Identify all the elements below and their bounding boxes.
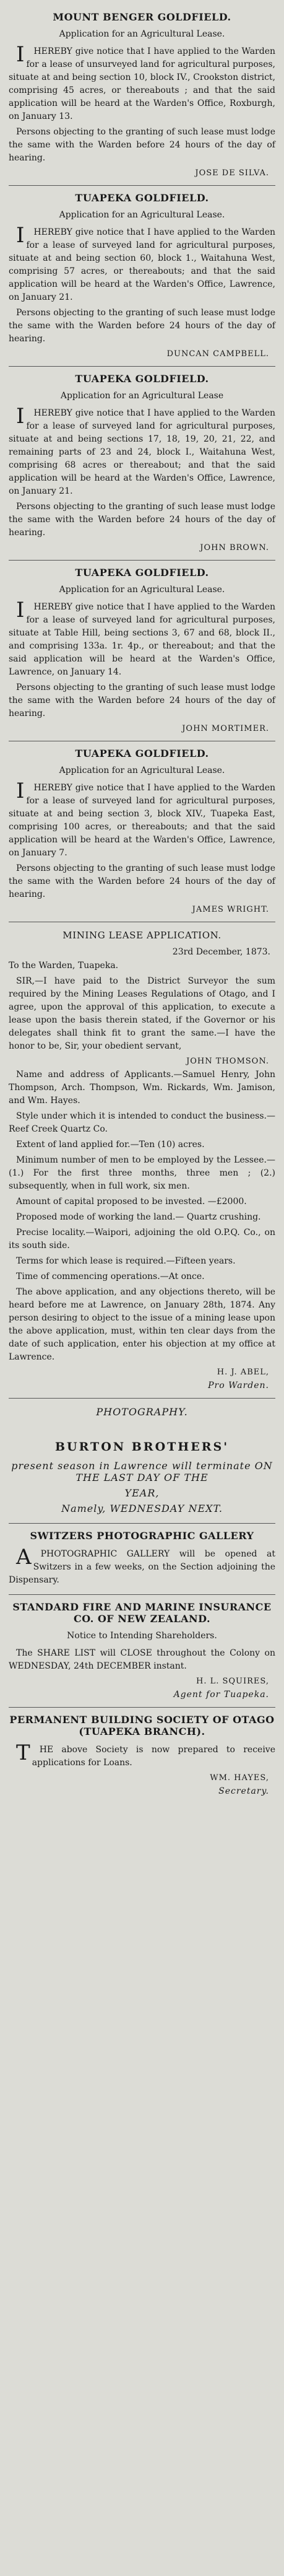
notice-body: IHEREBY give notice that I have applied to the Warden for a lease of surveyed land for agricultural purposes, situate at and being sections 17, 18, 19, 20, 21, 22, and remaining parts of 23 and 24, block I., Waitahuna West, comprising 68 acres or thereabout; and that the said application will be heard at the Warden's Office, Lawrence, on January 21. bbox=[9, 404, 275, 496]
mining-line: Name and address of Applicants.—Samuel Henry, John Thompson, Arch. Thompson, Wm. Rickards, Wm. Jamison, and Wm. Hayes. bbox=[9, 1070, 275, 1106]
notice-title: TUAPEKA GOLDFIELD. bbox=[75, 192, 209, 204]
permanent-title: PERMANENT BUILDING SOCIETY OF OTAGO (TUAPEKA BRANCH). bbox=[9, 1714, 275, 1737]
notice-tuapeka-brown bbox=[9, 367, 275, 561]
notice-body-objections: Persons objecting to the granting of such lease must lodge the same with the Warden before 24 hours of the day of hearing. bbox=[9, 502, 275, 538]
standard-subtitle: Notice to Intending Shareholders. bbox=[67, 1631, 217, 1641]
notice-tuapeka-wright bbox=[9, 741, 275, 922]
photography-name: BURTON BROTHERS' bbox=[54, 1440, 230, 1454]
notice-tuapeka-mortimer bbox=[9, 561, 275, 741]
notice-subtitle: Application for an Agricultural Lease. bbox=[59, 585, 225, 595]
photography-heading: PHOTOGRAPHY. bbox=[96, 1406, 188, 1418]
mining-letter: SIR,—I have paid to the District Surveyor the sum required by the Mining Leases Regulations of Otago, and I agree, upon the approval of this application, to execute a lease upon the basis therein stated, if the Governor or his delegates shall think fit to grant the same.—I have the honor to be, Sir, your obedient servant, bbox=[9, 976, 275, 1051]
mining-lease-notice bbox=[9, 922, 275, 1399]
notice-title: TUAPEKA GOLDFIELD. bbox=[75, 567, 209, 579]
permanent-signature: WM. HAYES, bbox=[210, 1773, 269, 1783]
permanent-notice bbox=[9, 1708, 275, 1804]
notice-tuapeka-campbell bbox=[9, 186, 275, 367]
notice-body: IHEREBY give notice that I have applied to the Warden for a lease of surveyed land for agricultural purposes, situate at Table Hill, being sections 3, 67 and 68, block II., and comprising 133a. 1r. 4p., or thereabout; and that the said application will be heard at the Warden's Office, Lawrence, on January 14. bbox=[9, 598, 275, 677]
mining-line: Proposed mode of working the land.— Quartz crushing. bbox=[16, 1212, 261, 1222]
mining-signature: JOHN THOMSON. bbox=[186, 1057, 269, 1066]
notice-signature: JAMES WRIGHT. bbox=[192, 905, 269, 914]
mining-line: Style under which it is intended to conduct the business.—Reef Creek Quartz Co. bbox=[9, 1111, 275, 1134]
notice-signature: JOSE DE SILVA. bbox=[195, 168, 269, 178]
notice-mount-benger bbox=[9, 5, 275, 186]
photography-line: present season in Lawrence will terminate ON THE LAST DAY OF THE bbox=[11, 1460, 273, 1483]
notice-subtitle: Application for an Agricultural Lease. bbox=[59, 766, 225, 775]
mining-line: Minimum number of men to be employed by the Lessee.—(1.) For the first three months, three men ; (2.) subsequently, when in full work, six men. bbox=[9, 1155, 275, 1191]
photography-year: YEAR, bbox=[124, 1487, 160, 1499]
switzers-body: APHOTOGRAPHIC GALLERY will be opened at Switzers in a few weeks, on the Section adjoining the Dispensary. bbox=[9, 1545, 275, 1585]
mining-line: Terms for which lease is required.—Fifteen years. bbox=[16, 1256, 236, 1266]
mining-line: Precise locality.—Waipori, adjoining the old O.P.Q. Co., on its south side. bbox=[9, 1228, 275, 1251]
notice-signature: JOHN MORTIMER. bbox=[182, 724, 269, 733]
notice-title: MOUNT BENGER GOLDFIELD. bbox=[53, 11, 231, 23]
mining-warden-signature: H. J. ABEL, bbox=[217, 1368, 269, 1377]
standard-body: The SHARE LIST will CLOSE throughout the Colony on WEDNESDAY, 24th DECEMBER instant. bbox=[9, 1648, 275, 1671]
notice-body-objections: Persons objecting to the granting of such lease must lodge the same with the Warden before 24 hours of the day of hearing. bbox=[9, 683, 275, 718]
notice-body: IHEREBY give notice that I have applied to the Warden for a lease of surveyed land for agricultural purposes, situate at and being section 3, block XIV., Tuapeka East, comprising 100 acres, or thereabouts; and that the said application will be heard at the Warden's Office, Lawrence, on January 7. bbox=[9, 779, 275, 858]
standard-notice bbox=[9, 1595, 275, 1708]
standard-signature-role: Agent for Tuapeka. bbox=[173, 1690, 269, 1700]
permanent-body: THE above Society is now prepared to receive applications for Loans. bbox=[16, 1740, 275, 1768]
notice-body-objections: Persons objecting to the granting of such lease must lodge the same with the Warden before 24 hours of the day of hearing. bbox=[9, 308, 275, 344]
notice-subtitle: Application for an Agricultural Lease bbox=[60, 391, 224, 401]
standard-title: STANDARD FIRE AND MARINE INSURANCE CO. OF NEW ZEALAND. bbox=[12, 1601, 272, 1625]
mining-line: Amount of capital proposed to be invested. —£2000. bbox=[16, 1197, 247, 1207]
mining-line: The above application, and any objections thereto, will be heard before me at Lawrence, on January 28th, 1874. Any person desiring to object to the issue of a mining lease upon the above application, must, within ten clear days from the date of such application, enter his objection at my office at Lawrence. bbox=[9, 1287, 275, 1362]
standard-signature: H. L. SQUIRES, bbox=[196, 1677, 269, 1686]
mining-warden-title: Pro Warden. bbox=[208, 1381, 269, 1391]
mining-addressee: To the Warden, Tuapeka. bbox=[9, 961, 119, 971]
photography-date: Namely, WEDNESDAY NEXT. bbox=[61, 1503, 223, 1514]
notice-subtitle: Application for an Agricultural Lease. bbox=[59, 210, 225, 220]
switzers-title: SWITZERS PHOTOGRAPHIC GALLERY bbox=[30, 1530, 254, 1542]
notice-title: TUAPEKA GOLDFIELD. bbox=[75, 373, 209, 385]
mining-title: MINING LEASE APPLICATION. bbox=[62, 930, 222, 941]
photography-notice bbox=[9, 1399, 275, 1524]
notice-body-objections: Persons objecting to the granting of such lease must lodge the same with the Warden before 24 hours of the day of hearing. bbox=[9, 863, 275, 899]
notice-signature: DUNCAN CAMPBELL. bbox=[166, 349, 269, 359]
switzers-notice bbox=[9, 1524, 275, 1595]
notice-signature: JOHN BROWN. bbox=[200, 543, 269, 552]
mining-line: Extent of land applied for.—Ten (10) acres. bbox=[16, 1140, 205, 1150]
notice-subtitle: Application for an Agricultural Lease. bbox=[59, 29, 225, 39]
notice-body-objections: Persons objecting to the granting of such lease must lodge the same with the Warden before 24 hours of the day of hearing. bbox=[9, 127, 275, 163]
notice-title: TUAPEKA GOLDFIELD. bbox=[75, 748, 209, 759]
permanent-signature-role: Secretary. bbox=[218, 1786, 269, 1796]
notice-body: IHEREBY give notice that I have applied to the Warden for a lease of surveyed land for agricultural purposes, situate at and being section 60, block 1., Waitahuna West, comprising 57 acres, or thereabouts; and that the said application will be heard at the Warden's Office, Lawrence, on January 21. bbox=[9, 223, 275, 302]
mining-date: 23rd December, 1873. bbox=[172, 947, 270, 957]
mining-line: Time of commencing operations.—At once. bbox=[16, 1272, 205, 1281]
notice-body: IHEREBY give notice that I have applied to the Warden for a lease of unsurveyed land for agricultural purposes, situate at and being section 10, block IV., Crookston district, comprising 45 acres, or thereabouts ; and that the said application will be heard at the Warden's Office, Roxburgh, on January 13. bbox=[9, 42, 275, 121]
